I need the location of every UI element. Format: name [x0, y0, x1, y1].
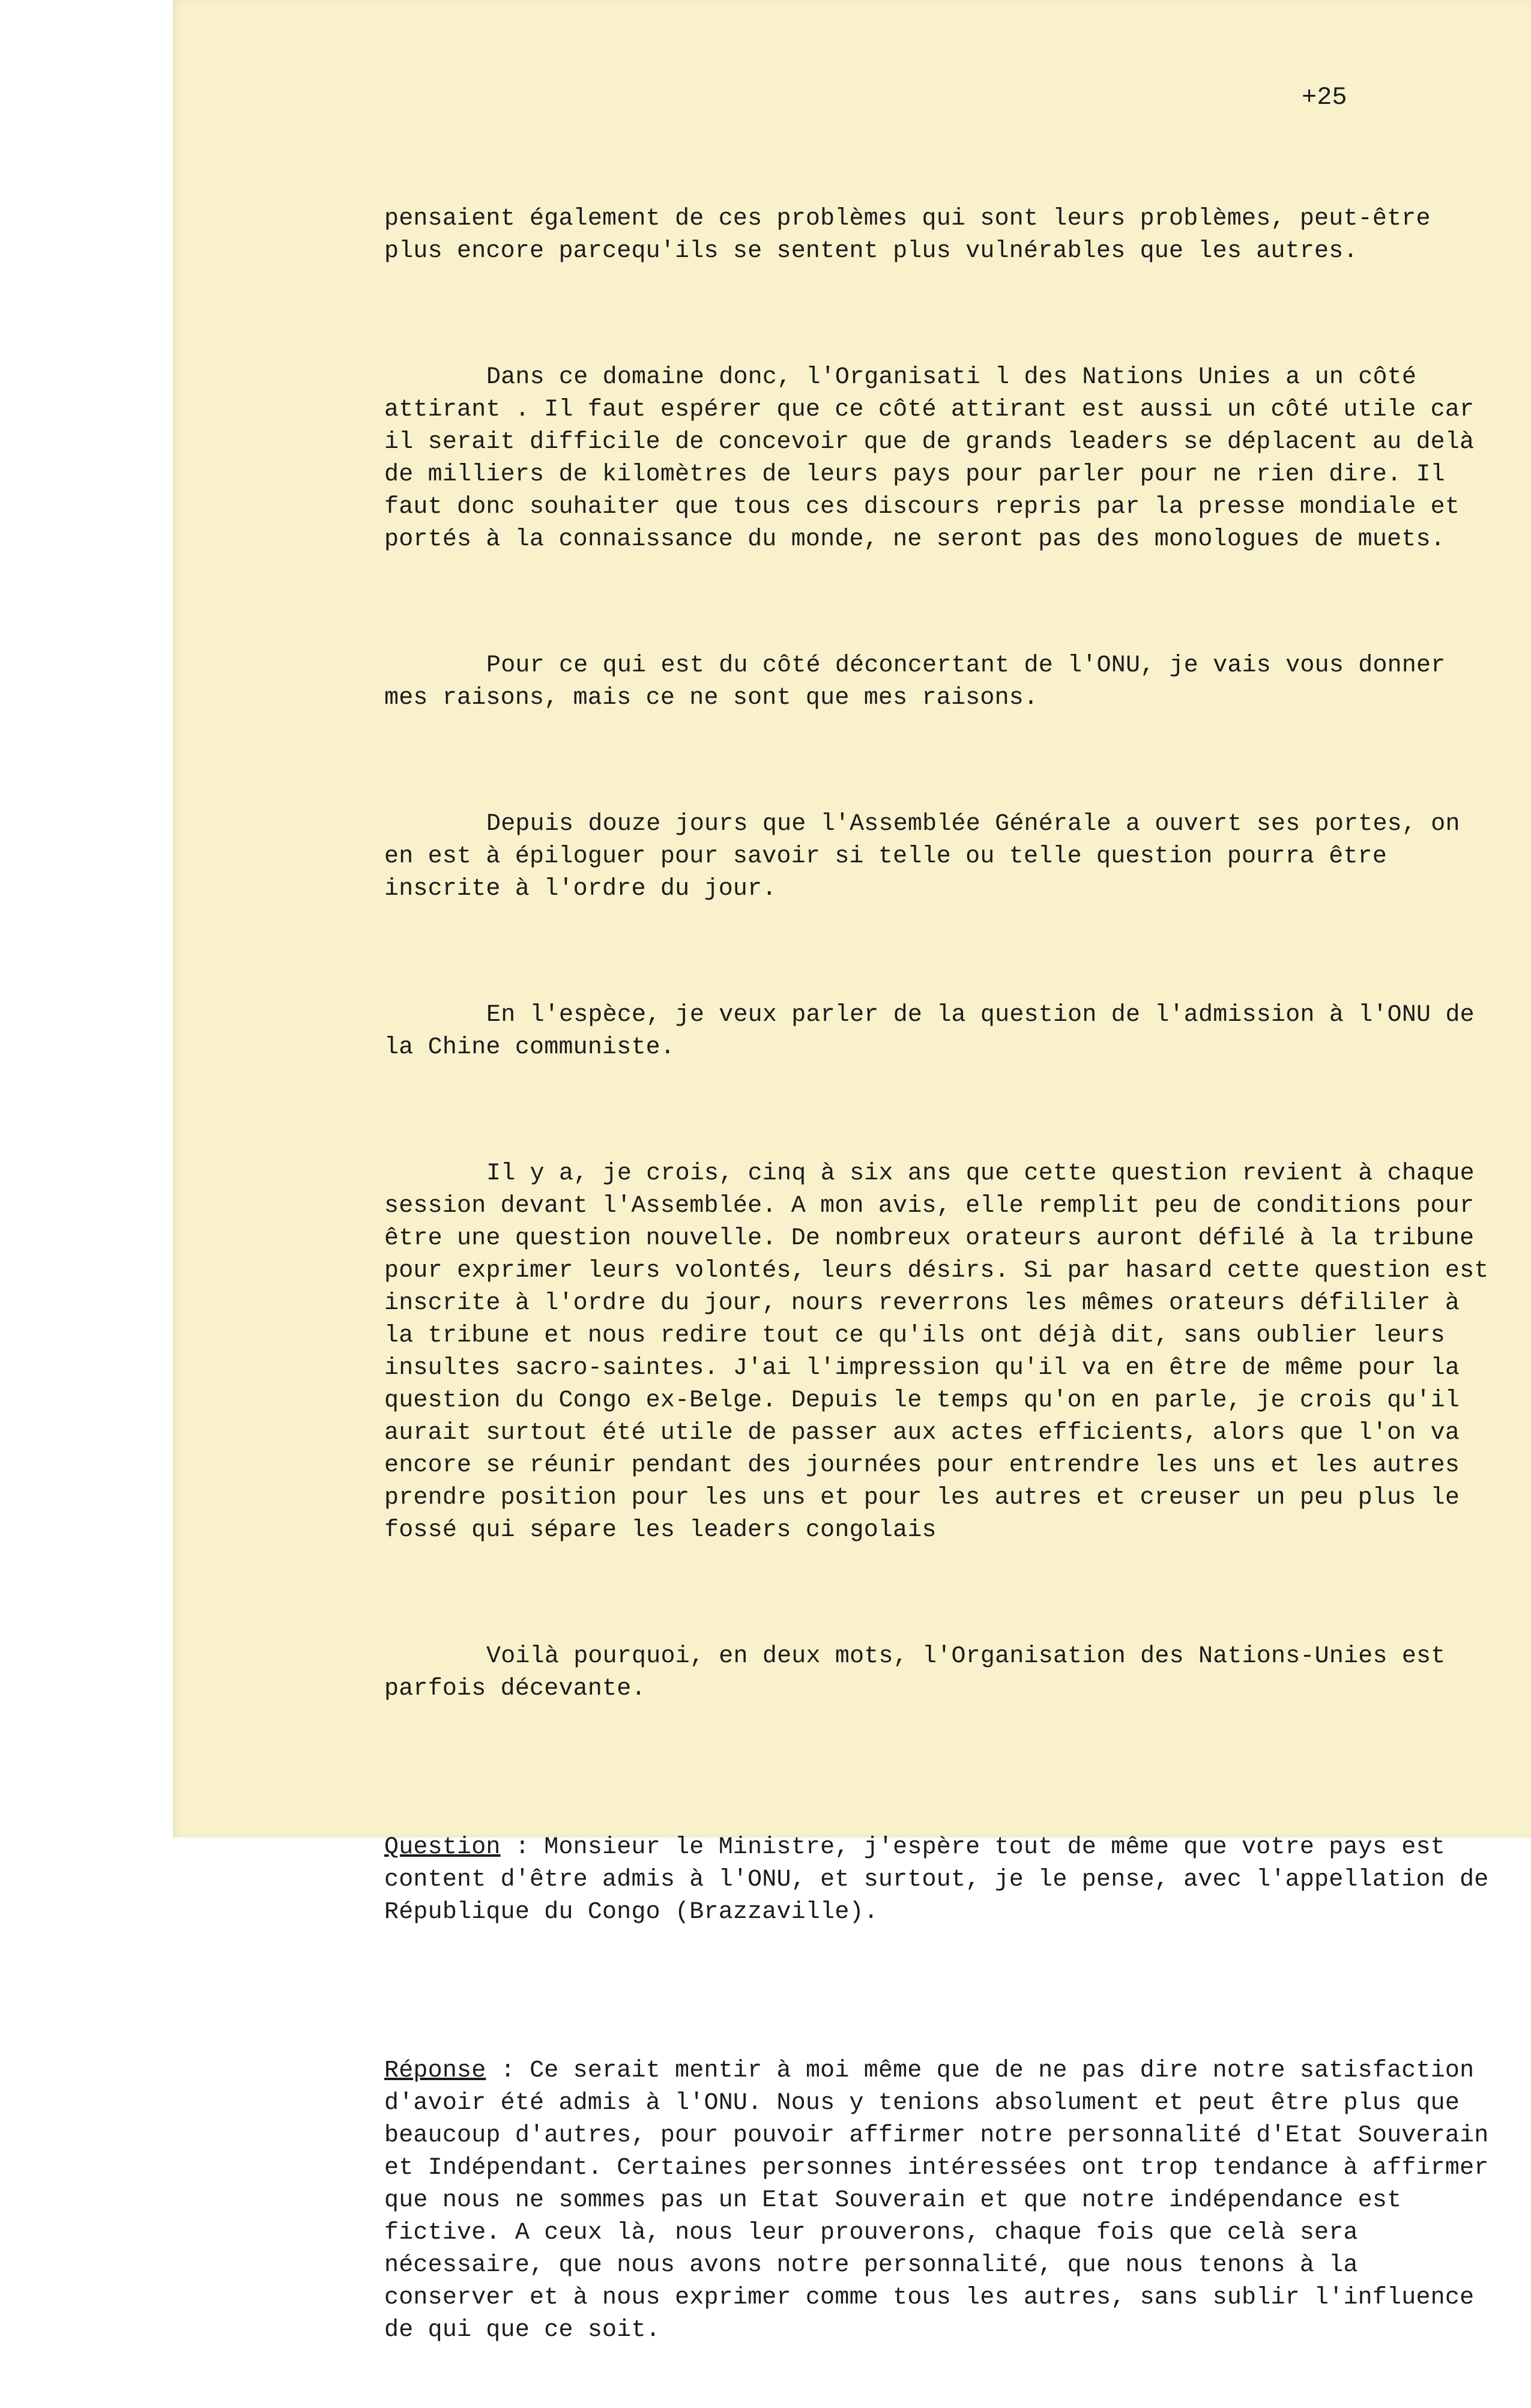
page-number: +25: [1302, 83, 1347, 112]
answer-paragraph: [384, 2055, 1501, 2347]
question-paragraph: [384, 1832, 1501, 1929]
answer-label: Réponse: [384, 2057, 486, 2084]
paragraph-5: En l'espèce, je veux parler de la question de l'admission à l'ONU de la Chine communiste.: [384, 1002, 1490, 1061]
paragraph-6: Il y a, je crois, cinq à six ans que cette question revient à chaque session devant l'Assemblée. A mon avis, elle remplit peu de conditions pour être une question nouvelle. De nombreux orateurs auront défilé à la tribune pour exprimer leurs volontés, leurs désirs. Si par hasard cette question est inscrite à l'ordre du jour, nours reverrons les mêmes orateurs défililer à la tribune et nous redire tout ce qu'ils ont déjà dit, sans oublier leurs insultes sacro-saintes. J'ai l'impression qu'il va en être de même pour la question du Congo ex-Belge. Depuis le temps qu'on en parle, je crois qu'il aurait surtout été utile de passer aux actes efficients, alors que l'on va encore se réunir pendant des journées pour entrendre les uns et les autres prendre position pour les uns et pour les autres et creuser un peu plus le fossé qui sépare les leaders congolais: [384, 1160, 1503, 1544]
paragraph-3: Pour ce qui est du côté déconcertant de l'ONU, je vais vous donner mes raisons, mais ce ne sont que mes raisons.: [384, 652, 1460, 712]
question-label: Question: [384, 1834, 501, 1861]
paragraph-2: Dans ce domaine donc, l'Organisati l des Nations Unies a un côté attirant . Il faut espérer que ce côté attirant est aussi un côté utile car il serait difficile de concevoir que de grands leaders se déplacent au delà de milliers de kilomètres de leurs pays pour parler pour ne rien dire. Il faut donc souhaiter que tous ces discours repris par la presse mondiale et portés à la connaissance du monde, ne seront pas des monologues de muets.: [384, 364, 1489, 553]
question-text: : Monsieur le Ministre, j'espère tout de même que votre pays est content d'être admis à l'ONU, et surtout, je le pense, avec l'appellation de République du Congo (Brazzaville).: [384, 1834, 1503, 1926]
answer-text: : Ce serait mentir à moi même que de ne pas dire notre satisfaction d'avoir été admis à l'ONU. Nous y tenions absolument et peut être plus que beaucoup d'autres, pour pouvoir affirmer notre personnalité d'Etat Souverain et Indépendant. Certaines personnes intéressées ont trop tendance à affirmer que nous ne sommes pas un Etat Souverain et que notre indépendance est fictive. A ceux là, nous leur prouverons, chaque fois que celà sera nécessaire, que nous avons notre personnalité, que nous tenons à la conserver et à nous exprimer comme tous les autres, sans sublir l'influence de qui que ce soit.: [384, 2057, 1503, 2344]
typed-text-body: [384, 138, 1501, 2408]
paragraph-4: Depuis douze jours que l'Assemblée Générale a ouvert ses portes, on en est à épiloguer pour savoir si telle ou telle question pourra être inscrite à l'ordre du jour.: [384, 811, 1475, 903]
paragraph-7: Voilà pourquoi, en deux mots, l'Organisation des Nations-Unies est parfois décevante.: [384, 1643, 1460, 1702]
paragraph-1: pensaient également de ces problèmes qui sont leurs problèmes, peut-être plus encore parcequ'ils se sentent plus vulnérables que les autres.: [384, 205, 1445, 265]
